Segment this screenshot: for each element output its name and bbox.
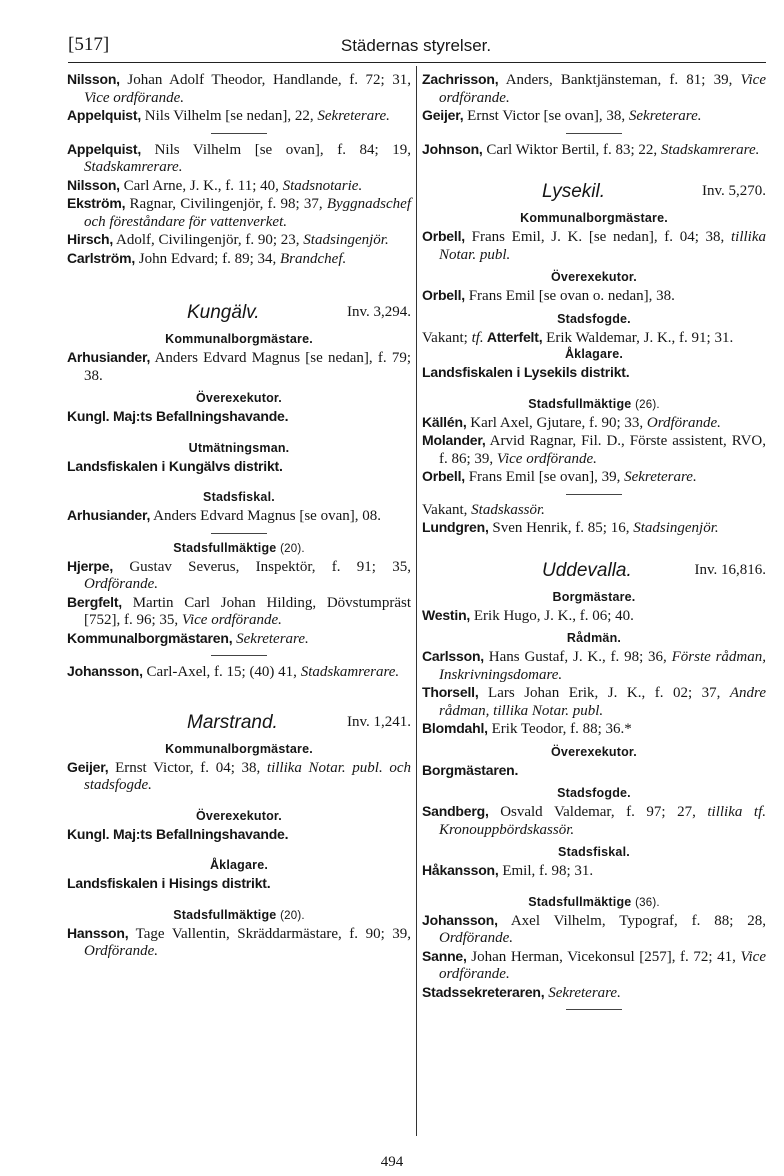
list-item: Lundgren, Sven Henrik, f. 85; 16, Stadsingenjör. xyxy=(422,519,719,536)
page-header xyxy=(68,34,764,60)
section-heading: Stadsfogde. xyxy=(557,786,631,800)
list-item: Arhusiander, Anders Edvard Magnus [se ovan], 08. xyxy=(67,507,381,524)
list-item: Landsfiskalen i Kungälvs distrikt. xyxy=(67,457,283,474)
divider xyxy=(566,494,622,495)
section-heading: Stadsfiskal. xyxy=(203,490,275,504)
list-item: Zachrisson, Anders, Banktjänsteman, f. 81; 39, Vice ordförande. xyxy=(422,71,766,106)
column-divider xyxy=(416,66,417,1136)
town-name: Kungälv. xyxy=(187,302,260,323)
list-item: Sandberg, Osvald Valdemar, f. 97; 27, tillika tf. Kronouppbördskassör. xyxy=(422,803,766,838)
town-population: Inv. 16,816. xyxy=(694,561,766,578)
list-item: Hirsch, Adolf, Civilingenjör, f. 90; 23, Stadsingenjör. xyxy=(67,231,389,248)
town-name: Marstrand. xyxy=(187,711,278,733)
section-heading: Överexekutor. xyxy=(551,270,637,284)
section-heading: Stadsfiskal. xyxy=(558,845,630,859)
section-heading: Kommunalborgmästare. xyxy=(520,211,668,225)
section-heading: Kommunalborgmästare. xyxy=(165,741,313,756)
town-heading-marstrand xyxy=(67,710,411,736)
list-item: Orbell, Frans Emil [se ovan], 39, Sekreterare. xyxy=(422,468,697,485)
section-heading: Stadsfullmäktige (26). xyxy=(528,396,660,411)
town-population: Inv. 3,294. xyxy=(346,304,411,320)
list-item: Appelquist, Nils Vilhelm [se nedan], 22, Sekreterare. xyxy=(67,107,390,124)
section-heading: Överexekutor. xyxy=(551,744,637,759)
list-item: Westin, Erik Hugo, J. K., f. 06; 40. xyxy=(422,606,634,624)
right-column xyxy=(422,71,766,1017)
section-heading: Kommunalborgmästare. xyxy=(165,332,313,346)
divider xyxy=(566,1009,622,1010)
list-item: Molander, Arvid Ragnar, Fil. D., Förste assistent, RVO, f. 86; 39, Vice ordförande. xyxy=(422,432,766,467)
list-item: Landsfiskalen i Hisings distrikt. xyxy=(67,875,271,891)
page-title: Städernas styrelser. xyxy=(340,36,492,55)
divider xyxy=(211,655,267,656)
list-item: Vakant, Stadskassör. xyxy=(422,501,545,518)
list-item: Arhusiander, Anders Edvard Magnus [se nedan], f. 79; 38. xyxy=(67,349,411,384)
list-item: Johansson, Carl-Axel, f. 15; (40) 41, Stadskamrerare. xyxy=(67,663,400,680)
town-population: Inv. 5,270. xyxy=(701,183,766,199)
left-column xyxy=(67,71,411,961)
divider xyxy=(566,133,622,134)
page-number: [517] xyxy=(68,34,110,55)
list-item: Carlström, John Edvard; f. 89; 34, Brandchef. xyxy=(67,249,347,267)
list-item: Sanne, Johan Herman, Vicekonsul [257], f. 72; 41, Vice ordförande. xyxy=(422,947,766,982)
list-item: Hjerpe, Gustav Severus, Inspektör, f. 91; 35, Ordförande. xyxy=(67,557,411,592)
list-item: Vakant; tf. Atterfelt, Erik Waldemar, J. K., f. 91; 31. xyxy=(422,328,734,346)
list-item: Håkansson, Emil, f. 98; 31. xyxy=(422,862,594,879)
list-item: Landsfiskalen i Lysekils distrikt. xyxy=(422,364,630,380)
list-item: Geijer, Ernst Victor, f. 04; 38, tillika Notar. publ. och stadsfogde. xyxy=(67,758,412,793)
list-item: Kungl. Maj:ts Befallningshavande. xyxy=(67,825,289,842)
list-item: Hansson, Tage Vallentin, Skräddarmästare, f. 90; 39, Ordförande. xyxy=(67,924,411,959)
section-heading: Åklagare. xyxy=(564,347,624,361)
list-item: Bergfelt, Martin Carl Johan Hilding, Dövstumpräst [752], f. 96; 35, Vice ordförande. xyxy=(67,593,411,628)
section-heading: Borgmästare. xyxy=(552,589,636,604)
list-item: Ekström, Ragnar, Civilingenjör, f. 98; 37, Byggnadschef och föreståndare för vattenverket. xyxy=(67,195,411,230)
section-heading: Stadsfogde. xyxy=(557,311,631,326)
section-heading: Åklagare. xyxy=(209,858,269,872)
divider xyxy=(211,133,267,134)
page-footer-number: 494 xyxy=(380,1154,404,1170)
list-item: Orbell, Frans Emil [se ovan o. nedan], 38. xyxy=(422,287,675,304)
list-item: Stadssekreteraren, Sekreterare. xyxy=(422,983,621,1001)
list-item: Appelquist, Nils Vilhelm [se ovan], f. 84; 19, Stadskamrerare. xyxy=(67,140,411,175)
town-heading-lysekil xyxy=(422,179,766,205)
town-heading-uddevalla xyxy=(422,558,766,584)
section-heading: Stadsfullmäktige (20). xyxy=(173,907,305,922)
section-heading: Stadsfullmäktige (36). xyxy=(528,894,660,909)
section-heading: Utmätningsman. xyxy=(188,440,290,455)
list-item: Kommunalborgmästaren, Sekreterare. xyxy=(67,629,309,647)
town-heading-kungalv xyxy=(67,300,411,326)
section-heading: Stadsfullmäktige (20). xyxy=(173,540,305,555)
list-item: Kungl. Maj:ts Befallningshavande. xyxy=(67,408,289,424)
list-item: Nilsson, Carl Arne, J. K., f. 11; 40, Stadsnotarie. xyxy=(67,176,363,194)
town-population: Inv. 1,241. xyxy=(346,713,411,730)
section-heading: Överexekutor. xyxy=(196,391,282,405)
list-item: Geijer, Ernst Victor [se ovan], 38, Sekreterare. xyxy=(422,107,702,124)
list-item: Johansson, Axel Vilhelm, Typograf, f. 88; 28, Ordförande. xyxy=(422,911,766,946)
section-heading: Rådmän. xyxy=(566,631,622,645)
town-name: Lysekil. xyxy=(542,181,606,202)
list-item: Thorsell, Lars Johan Erik, J. K., f. 02; 37, Andre rådman, tillika Notar. publ. xyxy=(422,684,766,719)
town-name: Uddevalla. xyxy=(542,559,632,581)
list-item: Carlsson, Hans Gustaf, J. K., f. 98; 36, Förste rådman, Inskrivningsdomare. xyxy=(422,648,766,683)
divider xyxy=(211,533,267,534)
section-heading: Överexekutor. xyxy=(196,808,282,823)
list-item: Johnson, Carl Wiktor Bertil, f. 83; 22, Stadskamrerare. xyxy=(422,140,760,158)
list-item: Borgmästaren. xyxy=(422,761,519,778)
header-rule xyxy=(68,62,766,63)
list-item: Källén, Karl Axel, Gjutare, f. 90; 33, Ordförande. xyxy=(422,413,721,431)
list-item: Nilsson, Johan Adolf Theodor, Handlande, f. 72; 31, Vice ordförande. xyxy=(67,71,411,106)
list-item: Orbell, Frans Emil, J. K. [se nedan], f. 04; 38, tillika Notar. publ. xyxy=(422,228,766,263)
list-item: Blomdahl, Erik Teodor, f. 88; 36.* xyxy=(422,720,632,737)
